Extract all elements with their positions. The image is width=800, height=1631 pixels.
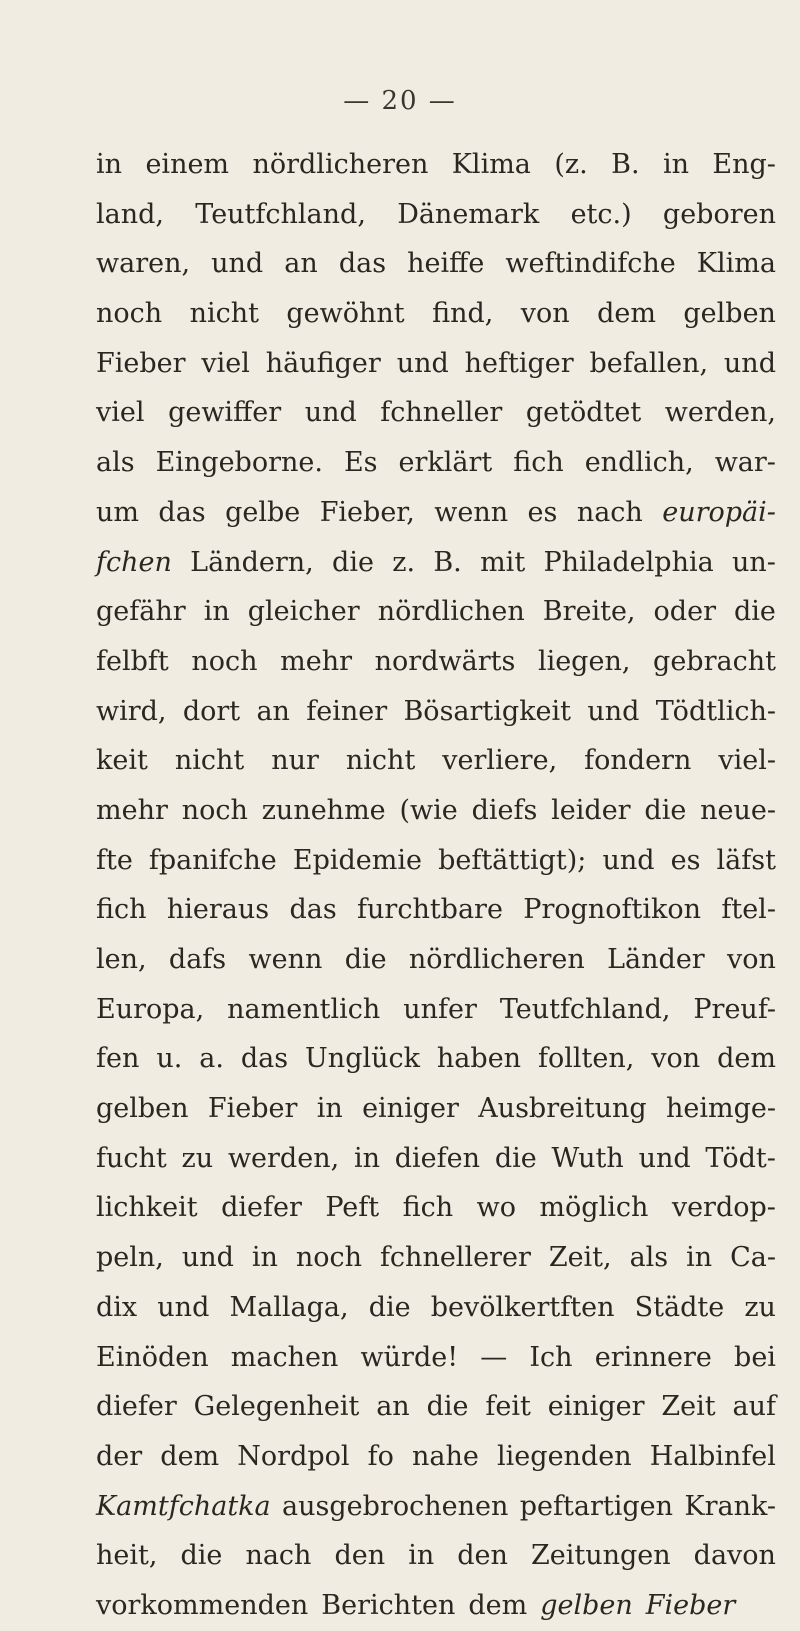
- word: die: [344, 944, 387, 975]
- word: von: [651, 1043, 701, 1075]
- word: und: [181, 1242, 234, 1274]
- word: gleicher: [247, 596, 360, 628]
- word: viel: [201, 347, 250, 379]
- word: um: [96, 496, 139, 528]
- word: gewiffer: [168, 397, 282, 429]
- word: Ca-: [730, 1242, 776, 1274]
- word: Gelegenheit: [193, 1391, 360, 1423]
- word: an: [256, 695, 290, 727]
- word: Tödtlich-: [655, 695, 776, 727]
- word: und: [211, 248, 264, 280]
- text-line: [96, 388, 776, 438]
- word: vorkommenden: [96, 1589, 309, 1621]
- word: diefen: [394, 1142, 481, 1174]
- word: Ich: [529, 1341, 573, 1373]
- word: Krank-: [684, 1490, 776, 1522]
- word: a.: [199, 1043, 224, 1075]
- word: würde!: [360, 1341, 459, 1373]
- word: das: [338, 248, 387, 280]
- word: in: [96, 149, 123, 180]
- word: und: [157, 1291, 210, 1323]
- word: befallen,: [589, 347, 709, 379]
- word: dem: [597, 298, 656, 330]
- text-line: [96, 1531, 776, 1581]
- word: in: [686, 1242, 713, 1274]
- text-line: [96, 140, 776, 190]
- word: Ländern,: [190, 546, 314, 578]
- word: follten,: [538, 1043, 635, 1075]
- word: fchen: [96, 546, 172, 578]
- text-line: [96, 289, 776, 339]
- text-line: [96, 1333, 776, 1383]
- word: leider: [551, 794, 631, 826]
- word: mit: [480, 546, 526, 578]
- word: in: [353, 1142, 380, 1174]
- word: das: [240, 1043, 289, 1075]
- word: den: [334, 1540, 386, 1572]
- word: noch: [191, 645, 258, 677]
- word: Städte: [634, 1291, 725, 1323]
- word: unfer: [403, 993, 477, 1025]
- word: liegenden: [497, 1440, 632, 1472]
- word: gelben: [96, 1093, 189, 1125]
- word: B.: [433, 546, 462, 578]
- word: zu: [744, 1291, 776, 1323]
- word: un-: [732, 546, 776, 578]
- word: nicht: [174, 745, 245, 777]
- word: Fieber: [96, 347, 186, 379]
- word: häufiger: [265, 347, 381, 379]
- body-text: [96, 140, 776, 1631]
- word: weftindifche: [505, 248, 676, 280]
- word: noch: [295, 1242, 362, 1274]
- page-number: — 20 —: [343, 86, 457, 116]
- word: ausgebrochenen: [282, 1490, 509, 1522]
- word: u.: [156, 1043, 183, 1075]
- word: wenn: [434, 496, 509, 528]
- word: Ausbreitung: [478, 1093, 647, 1125]
- word: endlich,: [584, 447, 694, 479]
- text-line: [96, 1084, 776, 1134]
- word: mehr: [280, 645, 353, 677]
- word: in: [408, 1540, 435, 1572]
- word: einiger: [362, 1093, 459, 1125]
- word: nach: [576, 496, 643, 528]
- word: die: [734, 596, 776, 628]
- text-line: [96, 438, 776, 488]
- word: gewöhnt: [286, 298, 405, 330]
- word: etc.): [570, 198, 632, 230]
- word: von: [520, 298, 570, 330]
- word: fchnellerer: [379, 1242, 531, 1274]
- word: zunehme: [261, 794, 386, 826]
- word: Dänemark: [397, 198, 540, 230]
- word: z.: [392, 546, 416, 578]
- word: davon: [693, 1540, 776, 1572]
- text-line: [96, 1382, 776, 1432]
- word: werden,: [227, 1142, 340, 1174]
- word: nur: [271, 745, 319, 777]
- word: es: [527, 496, 558, 528]
- word: möglich: [539, 1192, 649, 1224]
- text-line: [96, 1482, 776, 1532]
- word: und: [396, 347, 449, 379]
- text-line: [96, 985, 776, 1035]
- word: Zeit,: [548, 1242, 612, 1274]
- word: nahe: [412, 1440, 479, 1472]
- text-line: [96, 637, 776, 687]
- word: furchtbare: [357, 894, 503, 926]
- word: diefs: [471, 794, 538, 826]
- word: war-: [714, 447, 776, 479]
- word: Fieber: [207, 1093, 298, 1125]
- text-line: [96, 1233, 776, 1283]
- word: Klima: [696, 248, 776, 280]
- word: heit,: [96, 1540, 158, 1572]
- text-line: [96, 239, 776, 289]
- word: hieraus: [166, 894, 270, 926]
- word: Einöden: [96, 1341, 209, 1373]
- word: auf: [732, 1391, 776, 1423]
- word: in: [203, 596, 230, 628]
- text-line: [96, 1432, 776, 1482]
- word: die: [494, 1142, 537, 1174]
- word: haben: [436, 1043, 522, 1075]
- word: geboren: [662, 198, 776, 230]
- word: nordwärts: [374, 645, 516, 677]
- word: land,: [96, 198, 164, 230]
- word: viel-: [718, 745, 776, 777]
- word: oder: [653, 596, 716, 628]
- word: nördlicheren: [252, 149, 429, 180]
- word: nicht: [189, 298, 259, 330]
- word: Zeitungen: [530, 1540, 671, 1572]
- word: mehr: [96, 794, 168, 826]
- word: namentlich: [227, 993, 381, 1025]
- word: len,: [96, 944, 147, 975]
- word: Eng-: [712, 149, 776, 180]
- word: lichkeit: [96, 1192, 198, 1224]
- word: fte: [96, 844, 133, 876]
- word: noch: [181, 794, 248, 826]
- word: wird,: [96, 695, 167, 727]
- word: heiffe: [407, 248, 485, 280]
- word: nicht: [345, 745, 416, 777]
- word: nach: [245, 1540, 312, 1572]
- word: die: [426, 1391, 469, 1423]
- word: Epidemie: [292, 844, 422, 876]
- word: keit: [96, 745, 148, 777]
- text-line: [96, 1581, 776, 1631]
- word: nördlicheren: [408, 944, 585, 975]
- word: einiger: [547, 1391, 645, 1423]
- word: und: [304, 397, 357, 429]
- word: noch: [96, 298, 163, 330]
- text-line: [96, 1283, 776, 1333]
- word: feiner: [306, 695, 388, 727]
- word: gebracht: [653, 645, 776, 677]
- text-line: [96, 935, 776, 985]
- text-line: [96, 786, 776, 836]
- word: Halbinfel: [649, 1440, 776, 1472]
- text-line: [96, 1183, 776, 1233]
- word: feit: [485, 1391, 531, 1423]
- word: Länder: [607, 944, 705, 975]
- word: dem: [717, 1043, 776, 1075]
- word: Preuf-: [693, 993, 776, 1025]
- word: bei: [734, 1341, 776, 1373]
- word: fich: [96, 894, 147, 926]
- word: das: [289, 894, 337, 926]
- word: fchneller: [380, 397, 503, 429]
- word: fich: [402, 1192, 454, 1224]
- word: der: [96, 1440, 143, 1472]
- word: und: [602, 844, 655, 876]
- word: ftel-: [721, 894, 776, 926]
- word: waren,: [96, 248, 191, 280]
- word: Es: [343, 447, 378, 479]
- word: von: [727, 944, 776, 975]
- word: (z.: [554, 149, 588, 180]
- text-line: [96, 885, 776, 935]
- word: getödtet: [525, 397, 642, 429]
- word: peln,: [96, 1242, 164, 1274]
- word: erinnere: [594, 1341, 712, 1373]
- text-line: [96, 1134, 776, 1184]
- text-line: [96, 1034, 776, 1084]
- word: gelben: [683, 298, 776, 330]
- word: gefähr: [96, 596, 186, 628]
- word: die: [368, 1291, 411, 1323]
- word: Europa,: [96, 993, 205, 1025]
- word: erklärt: [398, 447, 493, 479]
- word: wo: [476, 1192, 516, 1224]
- word: läfst: [716, 844, 776, 876]
- word: Teutfchland,: [195, 198, 366, 230]
- word: Breite,: [542, 596, 636, 628]
- word: beftättigt);: [438, 844, 587, 876]
- word: Kamtfchatka: [96, 1490, 271, 1522]
- word: diefer: [221, 1192, 302, 1224]
- word: das: [158, 496, 206, 528]
- word: felbft: [96, 645, 169, 677]
- word: Mallaga,: [229, 1291, 349, 1323]
- text-line: [96, 488, 776, 538]
- text-line: [96, 687, 776, 737]
- word: Philadelphia: [543, 546, 714, 578]
- word: Peft: [325, 1192, 380, 1224]
- word: in: [316, 1093, 343, 1125]
- word: —: [480, 1341, 508, 1373]
- word: in: [251, 1242, 278, 1274]
- word: fondern: [584, 745, 692, 777]
- word: die: [180, 1540, 223, 1572]
- word: gelben: [540, 1589, 633, 1621]
- word: Teutfchland,: [499, 993, 671, 1025]
- word: fen: [96, 1043, 140, 1075]
- word: fucht: [96, 1142, 167, 1174]
- word: und: [638, 1142, 691, 1174]
- word: B.: [611, 149, 640, 180]
- word: die: [644, 794, 687, 826]
- word: heimge-: [665, 1093, 776, 1125]
- word: einem: [145, 149, 230, 180]
- word: dort: [182, 695, 241, 727]
- word: in: [662, 149, 689, 180]
- word: neue-: [700, 794, 776, 826]
- word: an: [284, 248, 318, 280]
- word: fich: [513, 447, 564, 479]
- word: dafs: [168, 944, 227, 975]
- word: nördlichen: [377, 596, 525, 628]
- word: Fieber: [645, 1589, 736, 1621]
- text-line: [96, 339, 776, 389]
- word: Fieber,: [319, 496, 415, 528]
- word: (wie: [399, 794, 458, 826]
- text-line: [96, 736, 776, 786]
- word: Wuth: [551, 1142, 624, 1174]
- word: fpanifche: [148, 844, 277, 876]
- word: Klima: [451, 149, 531, 180]
- word: heftiger: [464, 347, 574, 379]
- word: dem: [468, 1589, 528, 1621]
- word: gelbe: [225, 496, 301, 528]
- word: europäi-: [662, 496, 776, 528]
- word: verliere,: [442, 745, 558, 777]
- word: Eingeborne.: [155, 447, 323, 479]
- word: Bösartigkeit: [403, 695, 572, 727]
- word: machen: [230, 1341, 339, 1373]
- word: verdop-: [671, 1192, 776, 1224]
- word: es: [670, 844, 701, 876]
- word: als: [96, 447, 135, 479]
- text-line: [96, 190, 776, 240]
- word: Zeit: [661, 1391, 716, 1423]
- word: peftartigen: [519, 1490, 673, 1522]
- word: zu: [181, 1142, 214, 1174]
- word: die: [332, 546, 374, 578]
- word: diefer: [96, 1391, 177, 1423]
- word: als: [629, 1242, 669, 1274]
- word: bevölkertften: [430, 1291, 615, 1323]
- word: find,: [432, 298, 494, 330]
- word: dix: [96, 1291, 138, 1323]
- word: Prognoftikon: [523, 894, 702, 926]
- word: liegen,: [537, 645, 631, 677]
- word: und: [587, 695, 640, 727]
- text-line: [96, 587, 776, 637]
- word: viel: [96, 397, 145, 429]
- word: Nordpol: [237, 1440, 350, 1472]
- text-line: [96, 538, 776, 588]
- word: dem: [160, 1440, 220, 1472]
- word: Unglück: [305, 1043, 420, 1075]
- word: wenn: [248, 944, 323, 975]
- word: Berichten: [321, 1589, 456, 1621]
- word: den: [457, 1540, 508, 1572]
- word: und: [723, 347, 776, 379]
- word: fo: [367, 1440, 394, 1472]
- text-line: [96, 836, 776, 886]
- word: Tödt-: [705, 1142, 776, 1174]
- word: an: [376, 1391, 410, 1423]
- word: werden,: [664, 397, 776, 429]
